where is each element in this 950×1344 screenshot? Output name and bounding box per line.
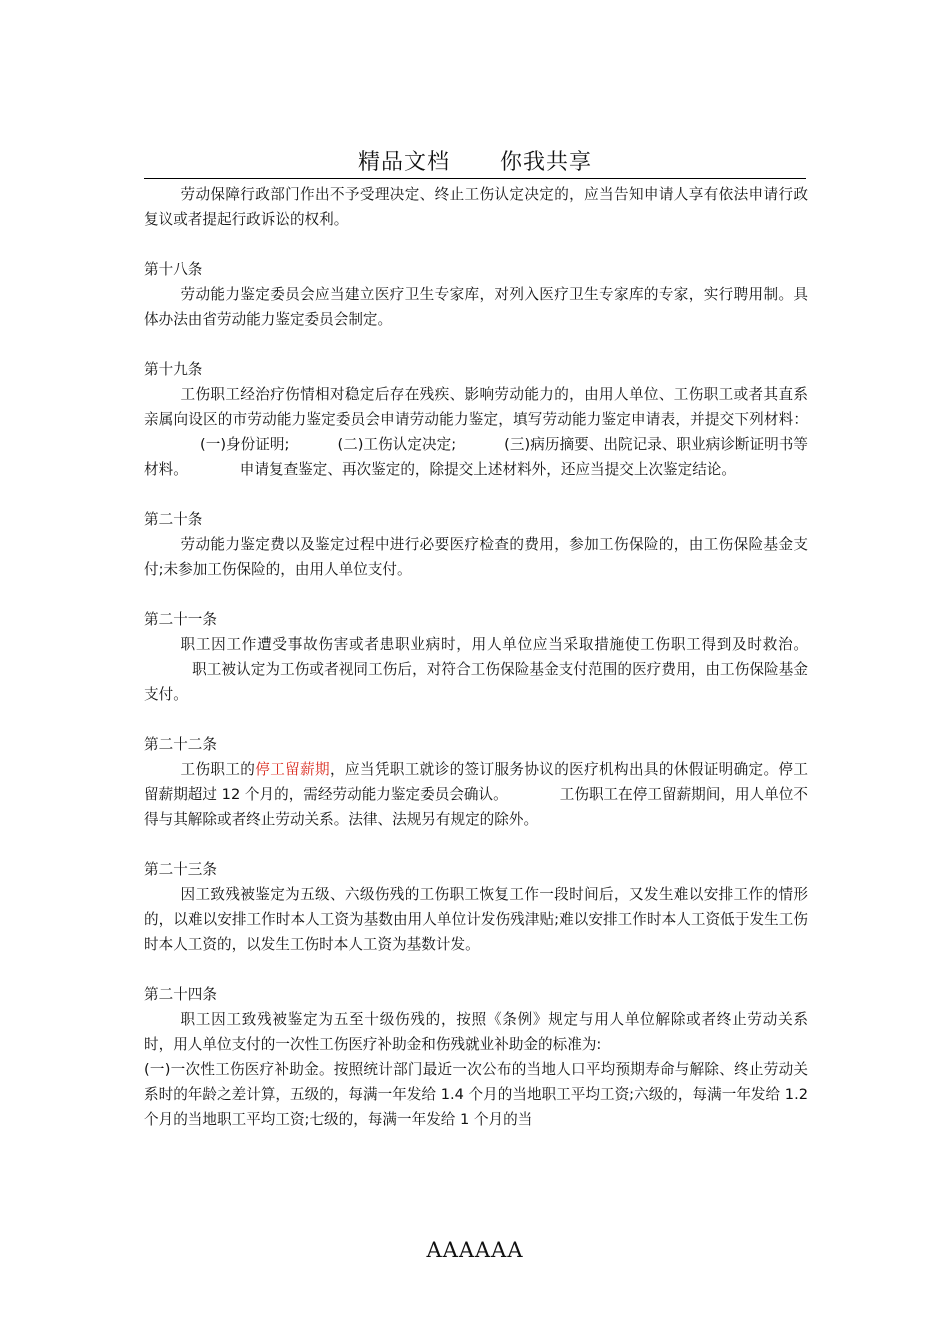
article-19-item-3: (三)病历摘要、出院记录、职业病诊断证明书等材料。 <box>144 436 808 478</box>
header-right-text: 你我共享 <box>500 150 593 175</box>
article-19-item-1: (一)身份证明; <box>200 436 290 453</box>
article-21-title: 第二十一条 <box>144 611 217 628</box>
article-18-title: 第十八条 <box>144 261 203 278</box>
article-22-text-pre: 工伤职工的 <box>180 761 256 778</box>
article-20-text: 劳动能力鉴定费以及鉴定过程中进行必要医疗检查的费用，参加工伤保险的，由工伤保险基金支付;未参加工伤保险的，由用人单位支付。 <box>144 536 808 578</box>
article-21-text <box>144 632 808 707</box>
article-20-title: 第二十条 <box>144 511 203 528</box>
article-19-text-e: 申请复查鉴定、再次鉴定的，除提交上述材料外，还应当提交上次鉴定结论。 <box>239 461 736 478</box>
article-19-text <box>144 382 808 482</box>
article-22-text-post: ，应当凭职工就诊的签订服务协议的医疗机构出具的休假证明确定。停工留薪期超过 12 个月的，需经劳动能力鉴定委员会确认。 <box>144 761 808 803</box>
article-19-title: 第十九条 <box>144 361 203 378</box>
highlighted-term: 停工留薪期 <box>255 761 330 778</box>
article-24-text: 职工因工致残被鉴定为五至十级伤残的，按照《条例》规定与用人单位解除或者终止劳动关系时，用人单位支付的一次性工伤医疗补助金和伤残就业补助金的标准为: <box>144 1011 808 1053</box>
article-18-text: 劳动能力鉴定委员会应当建立医疗卫生专家库，对列入医疗卫生专家库的专家，实行聘用制。具体办法由省劳动能力鉴定委员会制定。 <box>144 286 808 328</box>
header-left-text: 精品文档 <box>357 150 450 175</box>
article-24-title: 第二十四条 <box>144 986 217 1003</box>
article-22-text <box>144 757 808 832</box>
document-body <box>144 182 808 1132</box>
page-footer: AAAAAA <box>426 1238 524 1262</box>
page-header <box>144 148 806 179</box>
article-21-text-a: 职工因工作遭受事故伤害或者患职业病时，用人单位应当采取措施使工伤职工得到及时救治。 <box>180 636 808 653</box>
paragraph: 劳动保障行政部门作出不予受理决定、终止工伤认定决定的，应当告知申请人享有依法申请行政复议或者提起行政诉讼的权利。 <box>144 186 808 228</box>
article-19-text-a: 工伤职工经治疗伤情相对稳定后存在残疾、影响劳动能力的，由用人单位、工伤职工或者其直系亲属向设区的市劳动能力鉴定委员会申请劳动能力鉴定，填写劳动能力鉴定申请表，并提交下列材料： <box>144 386 808 428</box>
article-19-item-2: (二)工伤认定决定; <box>337 436 457 453</box>
article-22-title: 第二十二条 <box>144 736 217 753</box>
article-23-title: 第二十三条 <box>144 861 217 878</box>
article-22-text-tail: 工伤职工在停工留薪期间，用人单位不得与其解除或者终止劳动关系。法律、法规另有规定的除外。 <box>144 786 808 828</box>
article-23-text: 因工致残被鉴定为五级、六级伤残的工伤职工恢复工作一段时间后，又发生难以安排工作的情形的，以难以安排工作时本人工资为基数由用人单位计发伤残津贴;难以安排工作时本人工资低于发生工伤时本人工资的，以发生工伤时本人工资为基数计发。 <box>144 886 808 953</box>
article-24-item-1: (一)一次性工伤医疗补助金。按照统计部门最近一次公布的当地人口平均预期寿命与解除、终止劳动关系时的年龄之差计算，五级的，每满一年发给 1.4 个月的当地职工平均工资;六级的，每满一年发给 1.2 个月的当地职工平均工资;七级的，每满一年发给 1 个月的当 <box>144 1061 808 1128</box>
article-21-text-b: 职工被认定为工伤或者视同工伤后，对符合工伤保险基金支付范围的医疗费用，由工伤保险基金支付。 <box>144 661 808 703</box>
